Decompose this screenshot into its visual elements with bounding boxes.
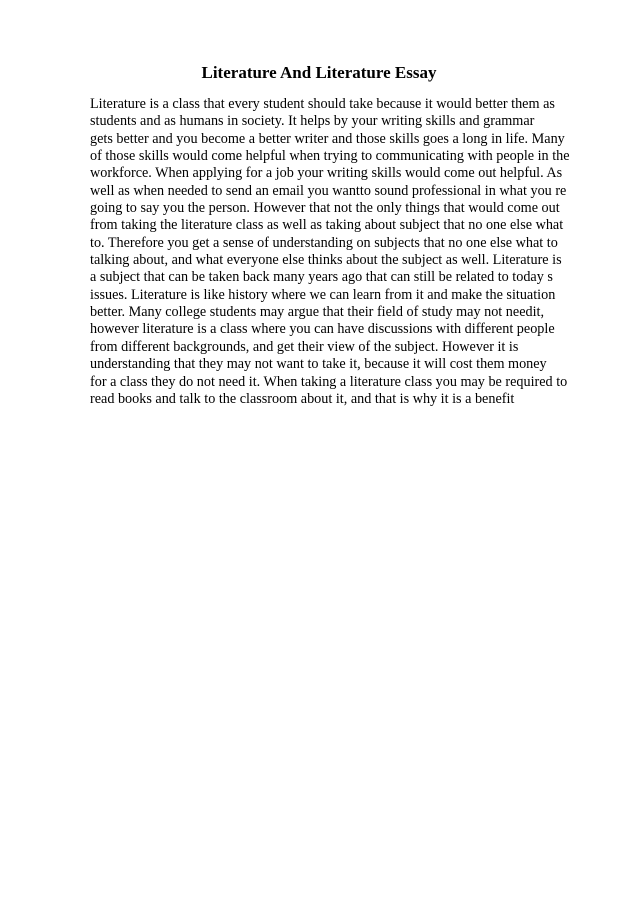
- essay-line: read books and talk to the classroom about it, and that is why it is a benefit: [90, 390, 515, 407]
- essay-line: talking about, and what everyone else thinks about the subject as well. Literature is: [90, 252, 562, 269]
- essay-line: to. Therefore you get a sense of understanding on subjects that no one else what to: [90, 234, 558, 251]
- essay-line: students and as humans in society. It helps by your writing skills and grammar: [90, 113, 535, 130]
- essay-body: [90, 96, 610, 408]
- document-title: Literature And Literature Essay: [201, 63, 437, 82]
- essay-line: understanding that they may not want to take it, because it will cost them money: [90, 356, 547, 373]
- essay-line: however literature is a class where you can have discussions with different people: [90, 321, 555, 338]
- essay-line: of those skills would come helpful when trying to communicating with people in the: [90, 148, 570, 165]
- essay-line: from taking the literature class as well as taking about subject that no one else what: [90, 217, 564, 234]
- essay-line: gets better and you become a better writer and those skills goes a long in life. Many: [90, 130, 565, 147]
- essay-line: for a class they do not need it. When taking a literature class you may be required to: [90, 373, 568, 390]
- essay-line: well as when needed to send an email you wantto sound professional in what you re: [90, 182, 567, 199]
- essay-line: going to say you the person. However that not the only things that would come out: [90, 200, 560, 217]
- essay-line: issues. Literature is like history where we can learn from it and make the situation: [90, 286, 556, 303]
- essay-line: workforce. When applying for a job your writing skills would come out helpful. As: [90, 165, 563, 182]
- essay-line: Literature is a class that every student should take because it would better them as: [90, 96, 555, 112]
- essay-line: a subject that can be taken back many years ago that can still be related to today s: [90, 269, 553, 286]
- essay-line: better. Many college students may argue that their field of study may not needit,: [90, 304, 545, 321]
- essay-line: from different backgrounds, and get their view of the subject. However it is: [90, 338, 519, 355]
